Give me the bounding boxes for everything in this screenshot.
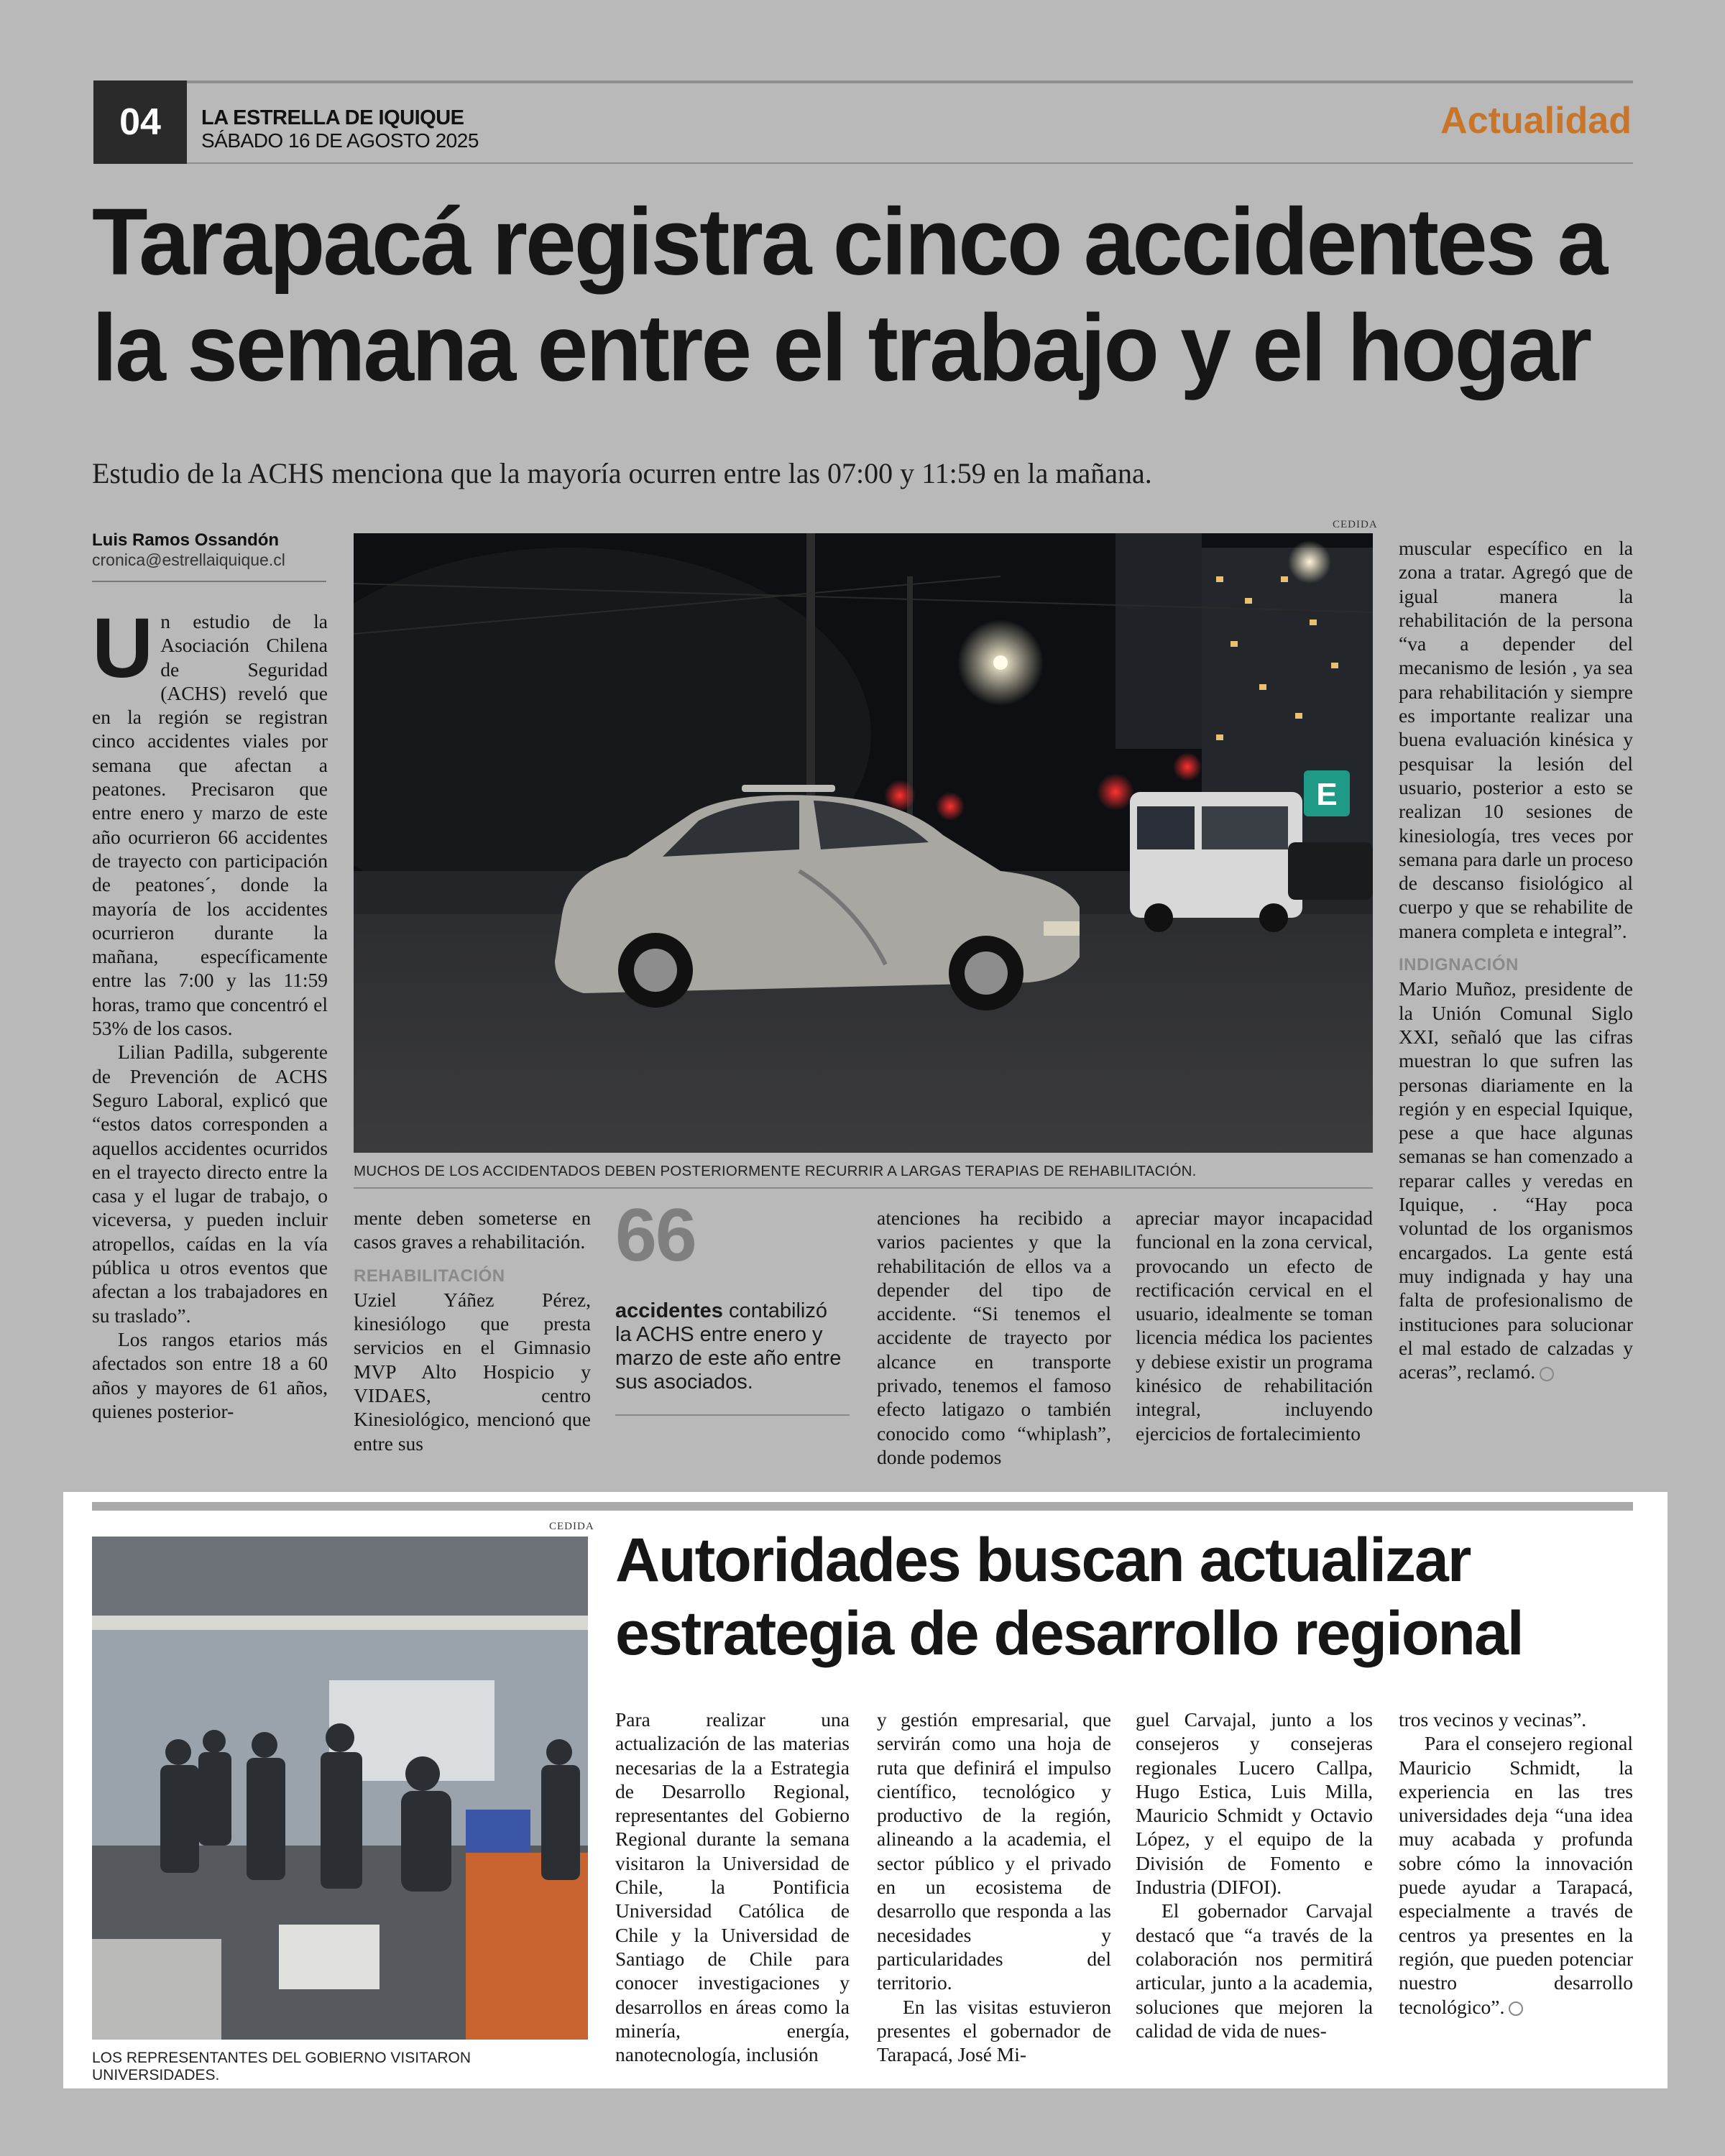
secondary-headline: Autoridades buscan actualizar estrategia de desarrollo regional [615,1526,1523,1668]
paragraph: El gobernador Carvajal destacó que “a través de la colaboración nos permitirá articular, junto a la academia, soluciones que mejoren la calidad de vida de nues- [1136,1899,1373,2042]
stat-bold: accidentes [615,1299,723,1322]
article-column-5 [1136,1206,1373,1445]
paragraph: guel Carvajal, junto a los consejeros y consejeras regionales Lucero Callpa, Hugo Estica, Luis Milla, Mauricio Schmidt y Octavio López, y el equipo de la División de Fomento e Industria (DIFOI). [1136,1708,1373,1899]
paragraph: Uziel Yáñez Pérez, kinesiólogo que presta servicios en el Gimnasio MVP Alto Hospicio y VIDAES, centro Kinesiológico, mencionó que entre sus [354,1288,591,1455]
paragraph-text: Para el consejero regional Mauricio Schmidt, la experiencia en las tres universidades deja “una idea muy acabada y profunda sobre cómo la innovación puede ayudar a Tarapacá, especialmente a través de centros ya presentes en la región, que pueden potenciar nuestro desarrollo tecnológico”. [1399,1732,1633,2018]
crashed-car-night-scene-image [354,533,1373,1153]
article-headline: Tarapacá registra cinco accidentes a la semana entre el trabajo y el hogar [92,188,1606,401]
secondary-column-1 [615,1708,850,2066]
paragraph [1399,977,1633,1383]
paragraph [1399,1731,1633,2019]
stat-number: 66 [615,1194,696,1277]
road-sign-letter: E [1316,777,1338,812]
stat-text: contabilizó la ACHS entre enero y marzo de este año entre sus asociados. [615,1299,842,1393]
article-subhead: Estudio de la ACHS menciona que la mayoría ocurren entre las 07:00 y 11:59 en la mañana. [92,457,1152,489]
newspaper-name: LA ESTRELLA DE IQUIQUE [201,106,464,129]
section-subtitle: REHABILITACIÓN [354,1266,505,1286]
meeting-photo [92,1537,588,2040]
paragraph: muscular específico en la zona a tratar. Agregó que de igual manera la rehabilitación de la persona “va a depender del mecanismo de lesión , ya sea para rehabilitación y siempre es importante realizar una buena evaluación kinésica y pesquisar la lesión del usuario, posterior a esto se realizan 10 sesiones de kinesiología, tres veces por semana para darle un proceso de descanso fisiológico al cuerpo y que se rehabilite de manera completa e integral”. [1399,537,1633,942]
article-column-6 [1399,536,1633,1383]
photo-credit: CEDIDA [1333,519,1378,530]
photo-caption: MUCHOS DE LOS ACCIDENTADOS DEBEN POSTERIORMENTE RECURRIR A LARGAS TERAPIAS DE REHABILITACIÓN. [354,1163,1197,1179]
section-subtitle: INDIGNACIÓN [1399,955,1519,975]
byline-rule [92,581,326,582]
stat-rule [615,1414,850,1416]
paragraph: y gestión empresarial, que servirán como una hoja de ruta que definirá el impulso científico, tecnológico y productivo de la región, alineando a la academia, el sector público y el privado en un ecosistema de desarrollo que responda a las necesidades y particularidades del territorio. [877,1708,1111,1994]
secondary-column-3 [1136,1708,1373,2042]
page-number: 04 [93,80,187,164]
paragraph: Los rangos etarios más afectados son entre 18 a 60 años y mayores de 61 años, quienes posterior- [92,1327,328,1422]
section-label: Actualidad [1440,100,1632,142]
photo-caption: LOS REPRESENTANTES DEL GOBIERNO VISITARON UNIVERSIDADES. [92,2050,472,2083]
issue-date: SÁBADO 16 DE AGOSTO 2025 [201,129,479,152]
end-of-article-icon [1509,2001,1523,2016]
paragraph [92,601,328,1040]
header-top-rule [93,80,1633,83]
government-visit-image [92,1537,588,2040]
byline-author: Luis Ramos Ossandón [92,530,280,550]
paragraph: apreciar mayor incapacidad funcional en la zona cervical, provocando un efecto de rectificación cervical en el usuario, idealmente se toman licencia médica los pacientes y debiese existir un programa kinésico de rehabilitación integral, incluyendo ejercicios de fortalecimiento [1136,1207,1373,1445]
paragraph: mente deben someterse en casos graves a rehabilitación. [354,1207,591,1253]
photo-credit: CEDIDA [549,1521,594,1532]
header-bottom-rule [93,162,1633,164]
article-column-2 [354,1206,591,1455]
secondary-column-4 [1399,1708,1633,2019]
paragraph: tros vecinos y vecinas”. [1399,1708,1587,1731]
paragraph-text: n estudio de la Asociación Chilena de Seguridad (ACHS) reveló que en la región se registran cinco accidentes viales por semana que afectan a peatones. Precisaron que entre enero y marzo de este año ocurrieron 66 accidentes de trayecto con participación de peatones´, donde la mayoría de los accidentes ocurrieron durante la mañana, específicamente entre las 7:00 y las 11:59 horas, tramo que concentró el 53% de los casos. [92,610,328,1040]
end-of-article-icon [1540,1367,1554,1381]
stat-description [615,1299,847,1394]
drop-cap: U [92,601,154,696]
article-column-4 [877,1206,1111,1469]
byline-email: cronica@estrellaiquique.cl [92,550,285,569]
paragraph: Lilian Padilla, subgerente de Prevención de ACHS Seguro Laboral, explicó que “estos datos corresponden a aquellos accidentes ocurridos en el trayecto directo entre la casa y el lugar de trabajo, o viceversa, y pueden incluir atropellos, caídas en la vía pública u otros eventos que afectan a los trabajadores en su traslado”. [92,1041,328,1327]
paragraph: atenciones ha recibido a varios pacientes y que la rehabilitación de ellos va a depender del tipo de accidente. “Si tenemos el accidente de trayecto por alcance en transporte privado, tenemos el famoso efecto latigazo o también conocido como “whiplash”, donde podemos [877,1207,1111,1468]
article-column-1 [92,601,328,1423]
paragraph: En las visitas estuvieron presentes el gobernador de Tarapacá, José Mi- [877,1995,1111,2066]
box-top-rule [92,1502,1633,1511]
secondary-column-2 [877,1708,1111,2066]
paragraph: Para realizar una actualización de las materias necesarias de la a Estrategia de Desarrollo Regional, representantes del Gobierno Regional durante la semana visitaron la Universidad de Chile, la Pontificia Universidad Católica de Chile y la Universidad de Santiago de Chile para conocer investigaciones y desarrollos en áreas como la minería, energía, nanotecnología, inclusión [615,1708,850,2066]
accident-photo [354,533,1373,1153]
caption-rule [354,1187,1373,1189]
paragraph-text: Mario Muñoz, presidente de la Unión Comunal Siglo XXI, señaló que las cifras muestran lo que sufren las personas diariamente en la región y en especial Iquique, pese a que hace algunas semanas se han comenzado a reparar calles y veredas en Iquique, . “Hay poca voluntad de los organismos encargados. La gente está muy indignada y hay una falta de profesionalismo de instituciones para solucionar el mal estado de calzadas y aceras”, reclamó. [1399,977,1633,1383]
